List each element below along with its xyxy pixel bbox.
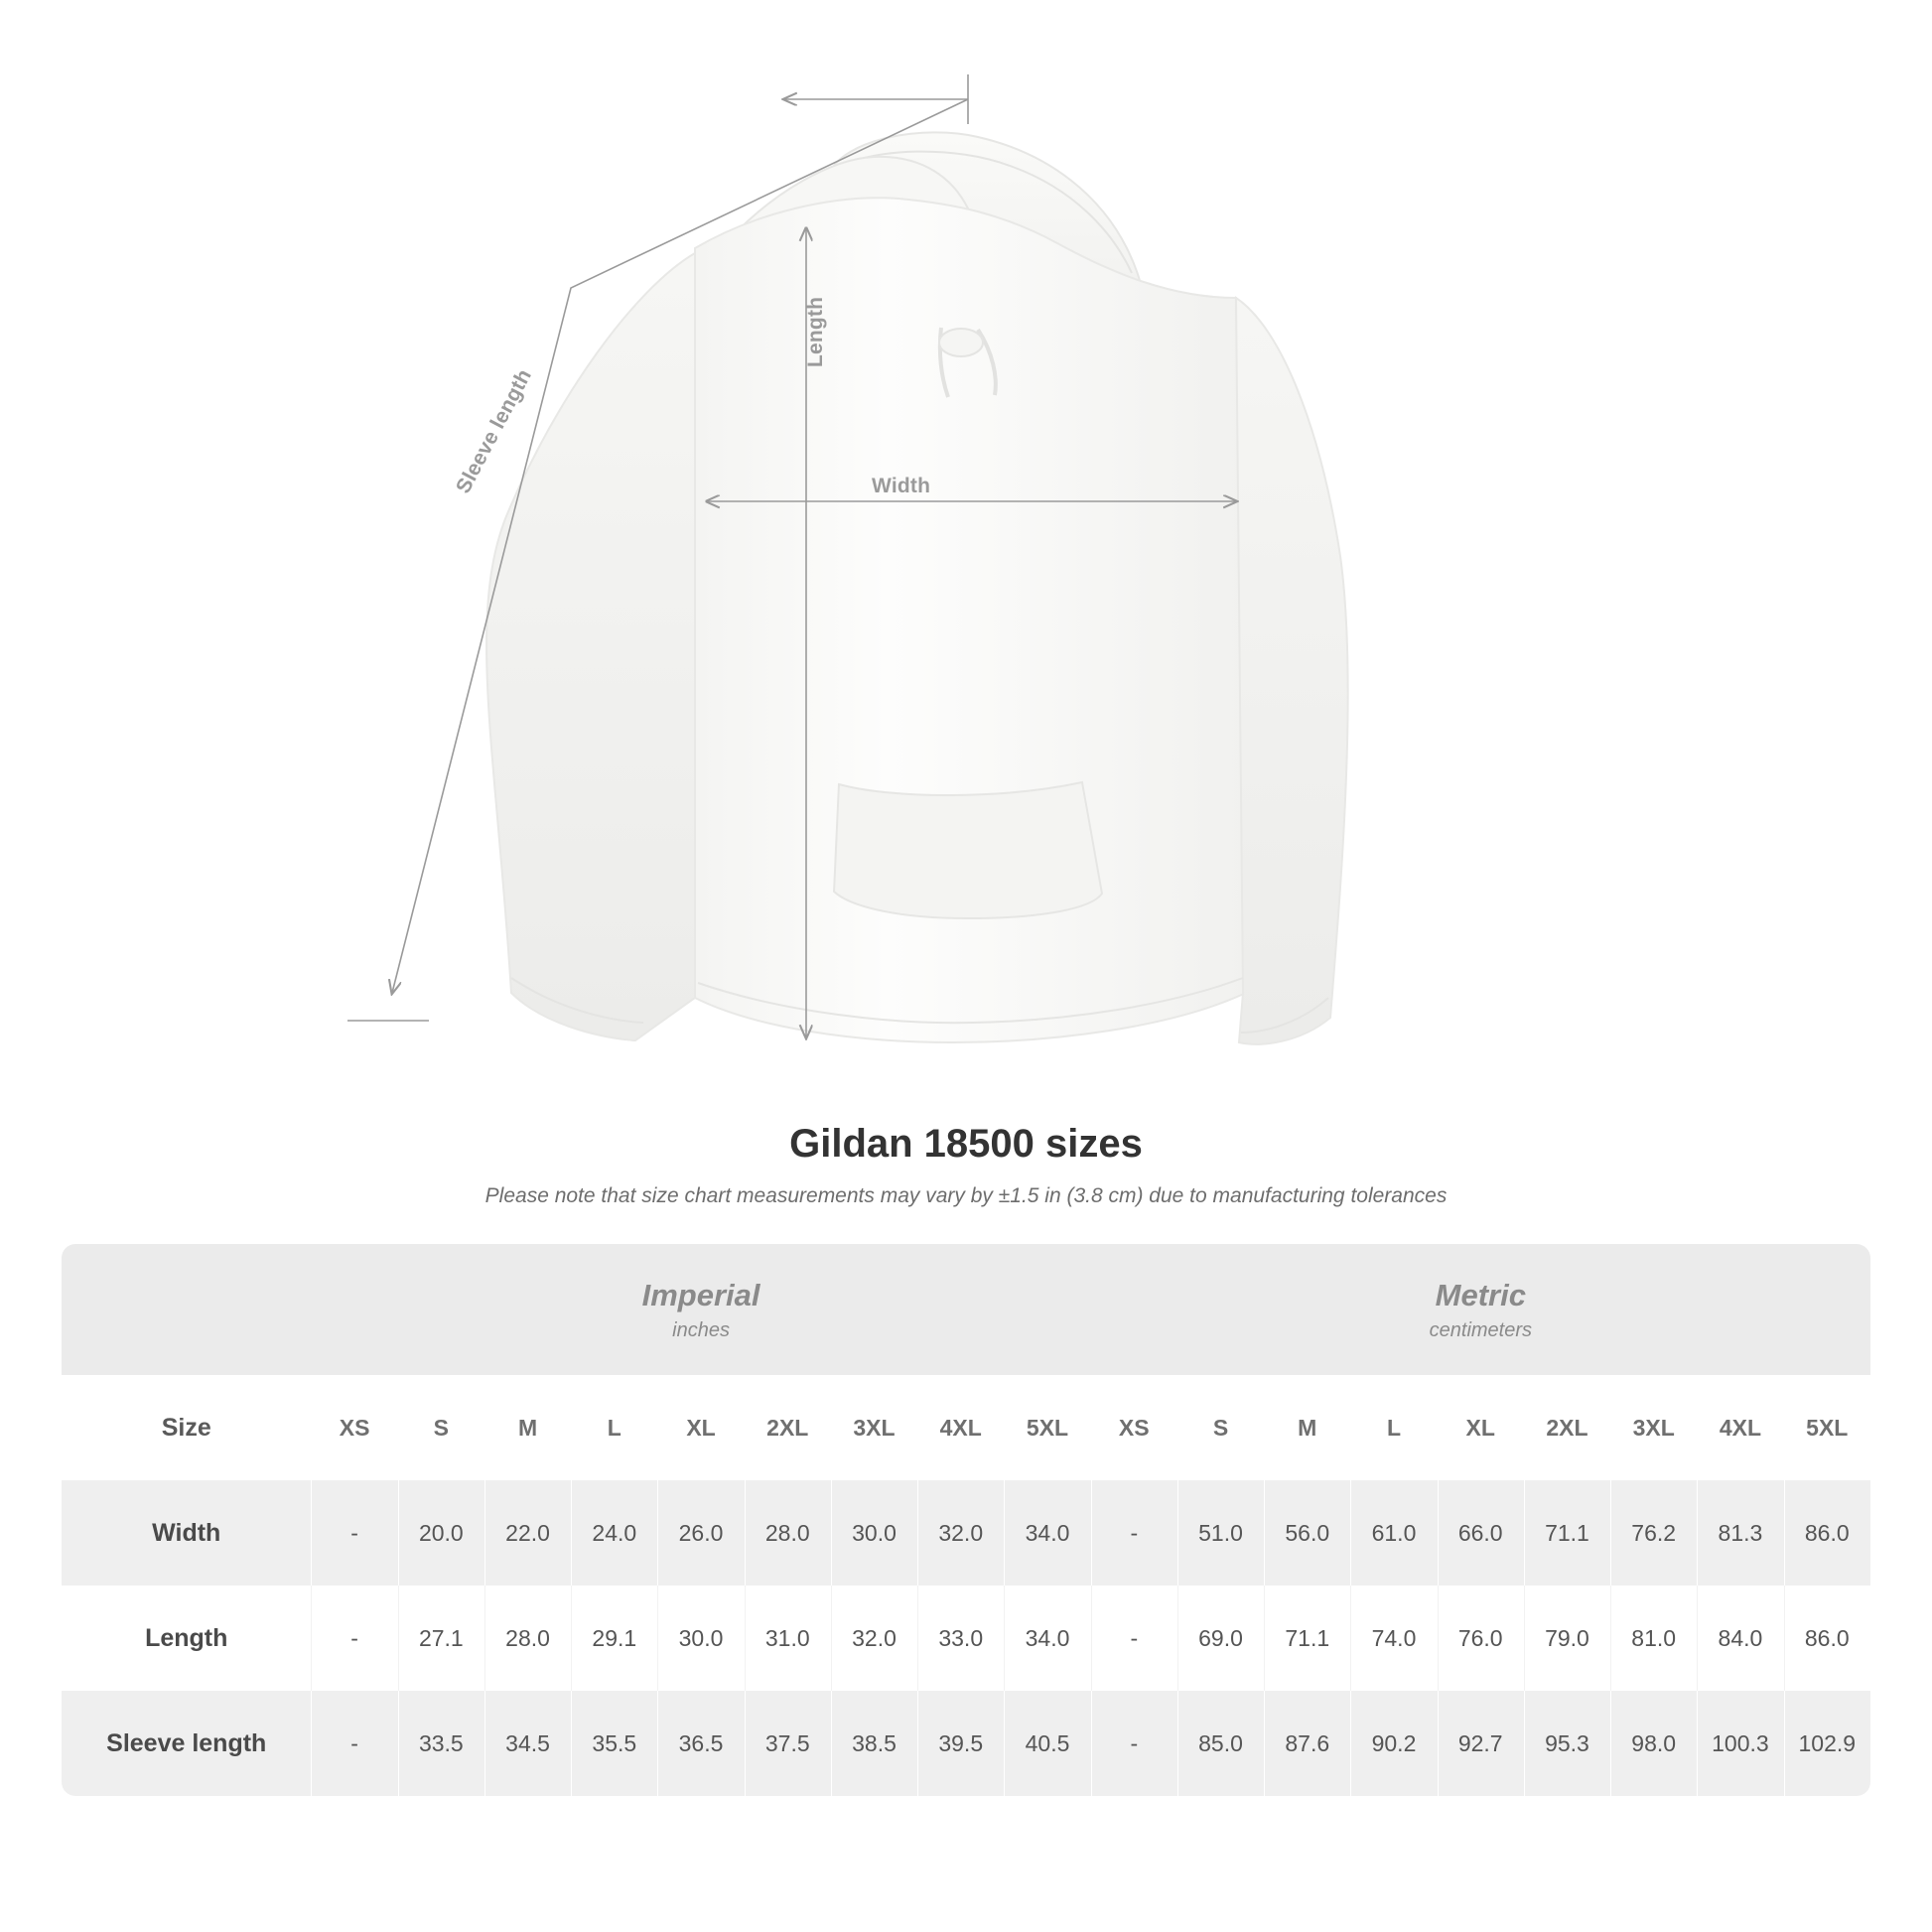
data-cell: 86.0 — [1784, 1480, 1870, 1586]
size-cell: L — [1350, 1375, 1437, 1480]
data-cell: 71.1 — [1524, 1480, 1610, 1586]
data-cell: - — [1091, 1586, 1177, 1691]
data-cell: 74.0 — [1350, 1586, 1437, 1691]
data-cell: 30.0 — [831, 1480, 917, 1586]
data-cell: 37.5 — [745, 1691, 831, 1796]
data-cell: 36.5 — [657, 1691, 744, 1796]
data-cell: 102.9 — [1784, 1691, 1870, 1796]
unit-header-metric — [1091, 1244, 1870, 1375]
data-cell: 90.2 — [1350, 1691, 1437, 1796]
size-cell: M — [1264, 1375, 1350, 1480]
drawstring-knot — [939, 329, 983, 356]
size-cell: S — [398, 1375, 484, 1480]
size-cell: 2XL — [745, 1375, 831, 1480]
data-cell: - — [311, 1691, 397, 1796]
unit-sub-metric: centimeters — [1429, 1319, 1533, 1342]
data-cell: 32.0 — [831, 1586, 917, 1691]
row-label: Width — [62, 1480, 311, 1586]
data-cell: 86.0 — [1784, 1586, 1870, 1691]
table-row-width — [62, 1480, 1870, 1586]
data-cell: 87.6 — [1264, 1691, 1350, 1796]
data-cell: 51.0 — [1177, 1480, 1264, 1586]
size-cell: 5XL — [1784, 1375, 1870, 1480]
data-cell: 28.0 — [745, 1480, 831, 1586]
data-cell: 98.0 — [1610, 1691, 1697, 1796]
data-cell: 76.2 — [1610, 1480, 1697, 1586]
unit-sub-imperial: inches — [672, 1319, 730, 1342]
size-cell: L — [571, 1375, 657, 1480]
data-cell: 33.0 — [917, 1586, 1004, 1691]
size-cell: M — [484, 1375, 571, 1480]
data-cell: 69.0 — [1177, 1586, 1264, 1691]
row-label: Length — [62, 1586, 311, 1691]
size-cell: XL — [1438, 1375, 1524, 1480]
data-cell: 66.0 — [1438, 1480, 1524, 1586]
data-cell: 85.0 — [1177, 1691, 1264, 1796]
label-sleeve-length: Sleeve length — [452, 365, 537, 497]
size-cell: 3XL — [1610, 1375, 1697, 1480]
page-title: Gildan 18500 sizes — [789, 1122, 1143, 1166]
size-cell: 3XL — [831, 1375, 917, 1480]
data-cell: 20.0 — [398, 1480, 484, 1586]
unit-header-imperial — [311, 1244, 1090, 1375]
size-cell: S — [1177, 1375, 1264, 1480]
unit-header-row — [62, 1244, 1870, 1375]
data-cell: 26.0 — [657, 1480, 744, 1586]
data-cell: - — [311, 1586, 397, 1691]
data-cell: 22.0 — [484, 1480, 571, 1586]
data-cell: 38.5 — [831, 1691, 917, 1796]
data-cell: 35.5 — [571, 1691, 657, 1796]
size-cell: 2XL — [1524, 1375, 1610, 1480]
right-sleeve — [1236, 298, 1348, 1044]
data-cell: 92.7 — [1438, 1691, 1524, 1796]
data-cell: 34.5 — [484, 1691, 571, 1796]
label-length: Length — [804, 296, 827, 367]
unit-name-imperial: Imperial — [641, 1277, 760, 1312]
data-cell: 31.0 — [745, 1586, 831, 1691]
size-cell: 4XL — [917, 1375, 1004, 1480]
data-cell: 30.0 — [657, 1586, 744, 1691]
sizes-header-row — [62, 1375, 1870, 1480]
row-label: Sleeve length — [62, 1691, 311, 1796]
data-cell: 81.3 — [1697, 1480, 1783, 1586]
label-width: Width — [872, 475, 931, 497]
data-cell: 95.3 — [1524, 1691, 1610, 1796]
data-cell: 27.1 — [398, 1586, 484, 1691]
data-cell: 34.0 — [1004, 1586, 1090, 1691]
unit-name-metric: Metric — [1435, 1277, 1526, 1312]
data-cell: - — [311, 1480, 397, 1586]
data-cell: 84.0 — [1697, 1586, 1783, 1691]
table-row-sleeve-length — [62, 1691, 1870, 1796]
table-row-length — [62, 1586, 1870, 1691]
data-cell: 100.3 — [1697, 1691, 1783, 1796]
unit-header-spacer — [62, 1244, 311, 1375]
kangaroo-pocket — [834, 782, 1102, 918]
data-cell: 33.5 — [398, 1691, 484, 1796]
size-cell: XS — [311, 1375, 397, 1480]
size-label-cell: Size — [62, 1375, 311, 1480]
size-cell: XL — [657, 1375, 744, 1480]
data-cell: 61.0 — [1350, 1480, 1437, 1586]
data-cell: 79.0 — [1524, 1586, 1610, 1691]
data-cell: 24.0 — [571, 1480, 657, 1586]
data-cell: 56.0 — [1264, 1480, 1350, 1586]
tolerance-note: Please note that size chart measurements may vary by ±1.5 in (3.8 cm) due to manufacturing tolerances — [484, 1184, 1448, 1207]
data-cell: 32.0 — [917, 1480, 1004, 1586]
data-cell: - — [1091, 1691, 1177, 1796]
size-cell: XS — [1091, 1375, 1177, 1480]
data-cell: - — [1091, 1480, 1177, 1586]
data-cell: 76.0 — [1438, 1586, 1524, 1691]
data-cell: 28.0 — [484, 1586, 571, 1691]
data-cell: 81.0 — [1610, 1586, 1697, 1691]
size-cell: 4XL — [1697, 1375, 1783, 1480]
size-table-wrapper — [62, 1244, 1870, 1796]
data-cell: 40.5 — [1004, 1691, 1090, 1796]
data-cell: 39.5 — [917, 1691, 1004, 1796]
data-cell: 71.1 — [1264, 1586, 1350, 1691]
data-cell: 34.0 — [1004, 1480, 1090, 1586]
size-cell: 5XL — [1004, 1375, 1090, 1480]
size-table — [62, 1244, 1870, 1796]
title-block — [0, 1122, 1932, 1208]
data-cell: 29.1 — [571, 1586, 657, 1691]
